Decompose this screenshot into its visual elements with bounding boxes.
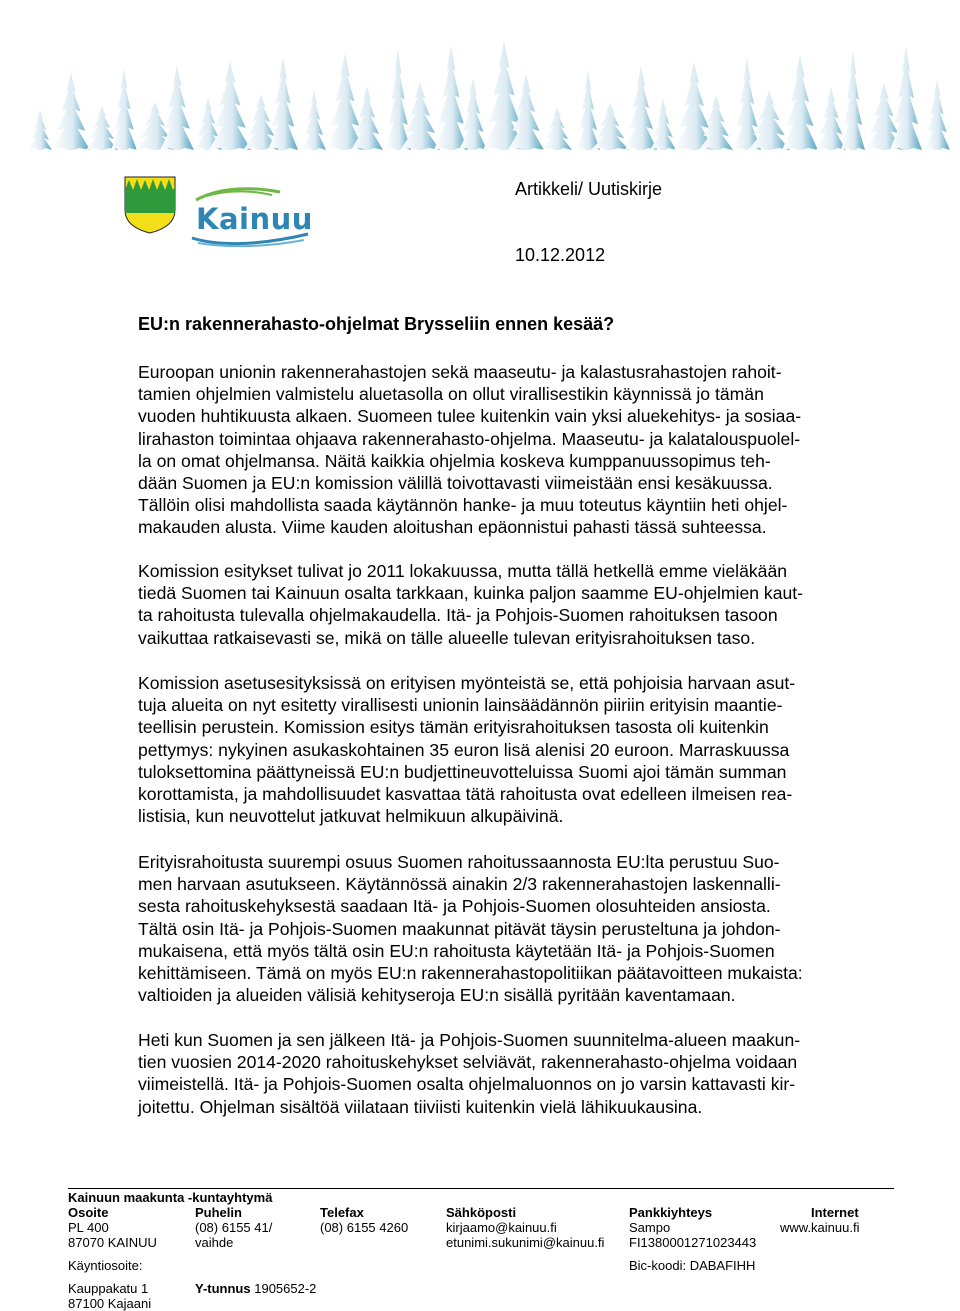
- article-line: viimeistellä. Itä- ja Pohjois-Suomen osalta ohjelmaluonnos on jo varsin kattavasti kir-: [138, 1074, 796, 1095]
- article-line: teellisin perustein. Komission esitys tämän erityisrahoituksen tasosta oli kuitenkin: [138, 717, 769, 738]
- footer-address-label: Osoite: [68, 1205, 109, 1220]
- tree-shape: [650, 99, 676, 150]
- tree-shape: [385, 49, 411, 150]
- article-line: vaikuttaa ratkaisevasti se, mikä on tälle alueelle tulevan erityisrahoituksen taso.: [138, 627, 756, 648]
- footer-email-link[interactable]: kirjaamo@kainuu.fi: [446, 1220, 557, 1235]
- article-paragraph: [138, 1029, 873, 1118]
- footer-email-link[interactable]: etunimi.sukunimi@kainuu.fi: [446, 1235, 605, 1250]
- tree-silhouette-banner: [0, 0, 960, 150]
- article-paragraph: [138, 361, 873, 539]
- footer-bank-account: FI1380001271023443: [629, 1235, 757, 1250]
- article-line: lirahaston toimintaa ohjaava rakennerahasto-ohjelma. Maaseutu- ja kalatalouspuolel-: [138, 428, 801, 449]
- footer-fax: (08) 6155 4260: [320, 1220, 409, 1235]
- article-paragraph: [138, 672, 873, 827]
- tree-shape: [625, 66, 657, 150]
- article-line: Erityisrahoitusta suurempi osuus Suomen rahoitussaannosta EU:lta perustuu Suo-: [138, 852, 780, 872]
- footer-web-link[interactable]: www.kainuu.fi: [780, 1220, 860, 1235]
- article-line: men harvaan asutukseen. Käytännössä ainakin 2/3 rakennerahastojen laskennalli-: [138, 874, 781, 895]
- tree-shape: [434, 45, 468, 150]
- tree-shape: [674, 62, 714, 150]
- article-line: dään Suomen ja EU:n komission välillä toivottavasti viimeistään ensi kesäkuussa.: [138, 473, 773, 494]
- article-line: Tällöin olisi mahdollista saada käytännön hanke- ja muu toteutus käyntiin heti ohjel-: [138, 495, 788, 516]
- article-line: makauden alusta. Viime kauden aloitushan epäonnistui pahasti tässä suhteessa.: [138, 517, 767, 538]
- tree-shape: [890, 46, 922, 150]
- article-paragraph: [138, 851, 873, 1006]
- footer-bank-label: Pankkiyhteys: [629, 1205, 713, 1220]
- footer-org-name: Kainuun maakunta -kuntayhtymä: [68, 1190, 273, 1205]
- footer-bank-name: Sampo: [629, 1220, 671, 1235]
- tree-shape: [268, 57, 298, 150]
- article-line: tiedä Suomen tai Kainuun osalta tarkkaan, kuinka paljon saamme EU-ohjelmien kaut-: [138, 583, 804, 604]
- tree-shape: [52, 73, 90, 150]
- tree-shape: [326, 53, 364, 150]
- tree-shape: [841, 50, 865, 150]
- article-line: joitettu. Ohjelman sisältöä viilataan tiiviisti kuitenkin vielä lähikuukausina.: [138, 1096, 703, 1117]
- article-line: tamien ohjelmien valmistelu aluetasolla on ollut virallisestikin käynnissä jo tämän: [138, 384, 764, 405]
- article-line: Euroopan unionin rakennerahastojen sekä maaseutu- ja kalastusrahastojen rahoit-: [138, 362, 782, 382]
- footer-web-label: Internet: [811, 1205, 859, 1220]
- article-line: vuoden huhtikuusta alkaen. Suomeen tulee kuitenkin vain yksi aluekehitys- ja sosiaa-: [138, 406, 802, 427]
- footer-visit-label: Käyntiosoite:: [68, 1258, 143, 1273]
- footer-phone-note: vaihde: [195, 1235, 234, 1250]
- article-line: korottamista, ja mahdollisuudet kasvattaa tätä rahoitusta ovat edelleen ilmeisen rea-: [138, 784, 793, 805]
- article-line: listisia, kun neuvottelut jatkuvat helmikuun alkupäivinä.: [138, 806, 564, 827]
- article-line: Tältä osin Itä- ja Pohjois-Suomen maakunnat pitävät täysin perusteltuna ja johdon-: [138, 918, 781, 939]
- tree-shape: [160, 65, 194, 150]
- footer-bic: Bic-koodi: DABAFIHH: [629, 1258, 756, 1273]
- logo-wordmark: Kainuu: [196, 202, 313, 236]
- tree-shape: [209, 61, 251, 150]
- tree-shape: [816, 87, 846, 150]
- footer-business-id: [195, 1281, 316, 1296]
- article-line: ta rahoitusta tulevalla ohjelmakaudella. Itä- ja Pohjois-Suomen rahoituksen tasoon: [138, 605, 778, 626]
- article-line: mukaisena, että myös tältä osin EU:n rahoitusta käytetään Itä- ja Pohjois-Suomen: [138, 940, 775, 961]
- coat-of-arms-icon: [124, 176, 176, 234]
- article-line: sesta rahoituskehyksestä saadaan Itä- ja Pohjois-Suomen olosuhteiden ansiosta.: [138, 896, 771, 917]
- footer-fax-label: Telefax: [320, 1205, 364, 1220]
- footer-email-label: Sähköposti: [446, 1205, 517, 1220]
- article-line: la on omat ohjelmansa. Näitä kaikkia ohjelmia koskeva kumppanuussopimus teh-: [138, 450, 771, 471]
- article-line: Komission asetusesityksissä on erityisen myönteistä se, että pohjoisia harvaan asut-: [138, 673, 796, 693]
- footer-address-line: PL 400: [68, 1220, 109, 1235]
- tree-shape: [733, 58, 761, 150]
- tree-shape: [86, 106, 118, 150]
- tree-shape: [542, 107, 572, 150]
- footer-visit-address: 87100 Kajaani: [68, 1296, 152, 1311]
- article-line: valtioiden ja alueiden välisiä kehityseroja EU:n sisällä pyritään kaventamaan.: [138, 985, 736, 1006]
- article-line: pettymys: nykyinen asukaskohtainen 35 euron lisä alenisi 20 euroon. Marraskuussa: [138, 739, 790, 760]
- tree-shape: [924, 79, 950, 150]
- footer-business-id-value: 1905652-2: [254, 1281, 317, 1296]
- footer-business-id-label: Y-tunnus: [195, 1281, 251, 1296]
- article-line: kehittämiseen. Tämä on myös EU:n rakennerahastopolitiikan päätavoitteen mukaista:: [138, 963, 803, 984]
- document-date: 10.12.2012: [515, 245, 606, 265]
- tree-shape: [111, 69, 137, 150]
- document-type: Artikkeli/ Uutiskirje: [515, 179, 663, 199]
- article-title: EU:n rakennerahasto-ohjelmat Brysseliin ennen kesää?: [138, 314, 615, 334]
- tree-shape: [28, 110, 52, 150]
- footer-phone-label: Puhelin: [195, 1205, 242, 1220]
- tree-shape: [782, 54, 818, 150]
- footer-visit-address: Kauppakatu 1: [68, 1281, 149, 1296]
- article-line: tuja alueita on nyt esitetty virallisesti unionin lainsäädännön piiriin erityisin maantie-: [138, 695, 783, 716]
- article-line: Komission esitykset tulivat jo 2011 lokakuussa, mutta tällä hetkellä emme vieläkään: [138, 561, 788, 581]
- article-line: Heti kun Suomen ja sen jälkeen Itä- ja Pohjois-Suomen suunnitelma-alueen maakun-: [138, 1030, 801, 1050]
- article-line: tuloksettomina päättyneissä EU:n budjettineuvotteluissa Suomi ajoi tämän summan: [138, 761, 787, 782]
- footer-phone: (08) 6155 41/: [195, 1220, 273, 1235]
- footer-address-line: 87070 KAINUU: [68, 1235, 157, 1250]
- article-line: tien vuosien 2014-2020 rahoituskehykset selviävät, rakennerahasto-ohjelma voidaan: [138, 1052, 798, 1073]
- footer-divider: [68, 1188, 894, 1189]
- tree-shape: [302, 90, 326, 150]
- article-paragraph: [138, 560, 873, 649]
